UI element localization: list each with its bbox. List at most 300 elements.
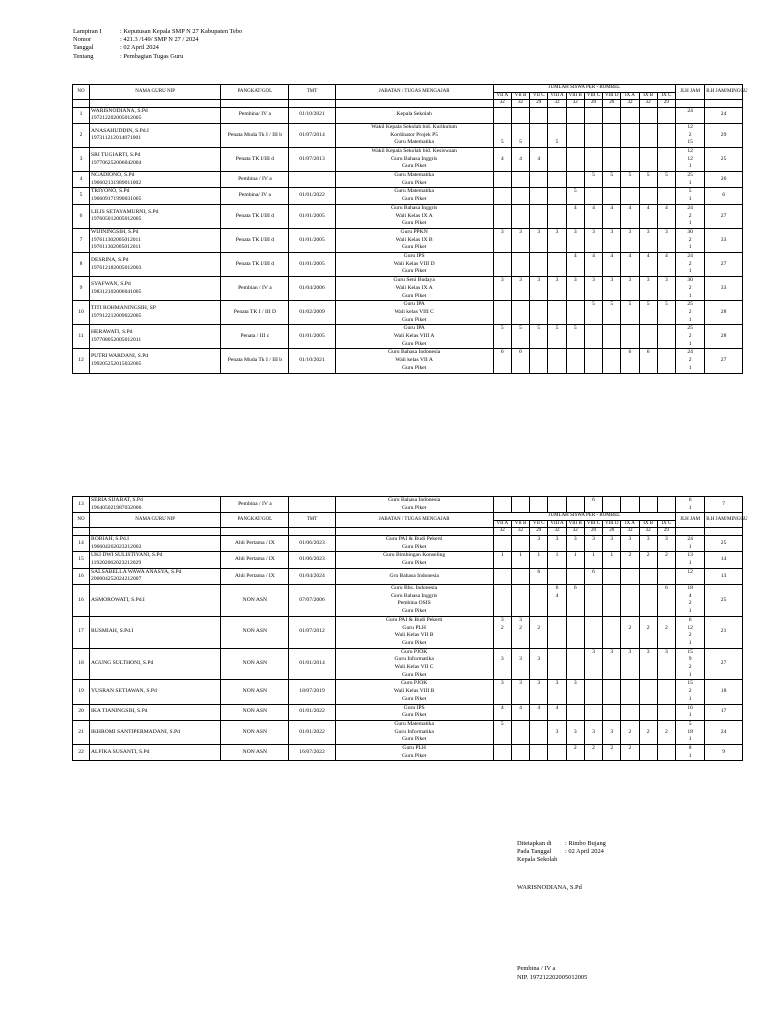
hours-value [513, 600, 528, 608]
class-hours-cell [566, 616, 584, 648]
hours-value [659, 632, 674, 640]
hours-value: 4 [555, 704, 559, 711]
hours-value [586, 721, 601, 729]
signer-rank: Pembina / IV a [517, 965, 556, 972]
class-hours-cell [548, 123, 566, 147]
hours-value [622, 285, 637, 293]
hours-value [622, 220, 637, 228]
class-hours-cell [511, 123, 529, 147]
class-hours-cell [511, 497, 529, 513]
hours-value [586, 640, 601, 648]
hours-value [586, 325, 601, 333]
student-count: 29 [530, 528, 548, 536]
class-hours-cell [566, 552, 584, 568]
teacher-name: SRI TUGIARTI, S.Pd [91, 151, 141, 158]
hours-value [531, 357, 546, 365]
hours-value [586, 309, 601, 317]
hours-value [568, 672, 583, 680]
hours-value [659, 705, 674, 713]
hours-value [549, 617, 564, 625]
hours-value [641, 357, 656, 365]
total-hours [676, 253, 705, 277]
total-hours-value: 30 [687, 228, 693, 235]
class-hours-cell [493, 188, 511, 204]
hours-value [531, 688, 546, 696]
hours-value [531, 268, 546, 276]
hours-value [568, 365, 583, 373]
total-hours-value: 2 [688, 260, 692, 267]
hours-value [531, 672, 546, 680]
teacher-row [73, 325, 743, 349]
hours-value [659, 268, 674, 276]
total-hours-value: 1 [688, 340, 692, 347]
hours-value [622, 632, 637, 640]
hours-value: 4 [610, 204, 614, 211]
hours-value [659, 309, 674, 317]
hours-value: 5 [610, 301, 614, 308]
class-hours-cell [548, 349, 566, 373]
duty-line: Guru Piket [401, 364, 427, 371]
class-hours-cell [530, 616, 548, 648]
blank-cell [221, 528, 289, 536]
class-hours-cell [493, 616, 511, 648]
hours-value [513, 301, 528, 309]
hours-value [604, 180, 619, 188]
hours-value [531, 365, 546, 373]
class-hours-cell [639, 301, 657, 325]
hours-value [568, 132, 583, 140]
total-hours-value: 16 [687, 704, 693, 711]
total-hours-value: 25 [687, 325, 693, 332]
class-hours-cell [493, 704, 511, 720]
hours-value: 3 [665, 277, 668, 284]
hours-value [549, 196, 564, 204]
hours-value [513, 745, 528, 753]
hours-value [641, 712, 656, 720]
hours-value [641, 696, 656, 704]
total-hours-value: 1 [688, 752, 692, 759]
col-class: VIII D [603, 520, 621, 528]
hours-value [604, 325, 619, 333]
hours-value: 3 [537, 228, 541, 235]
hours-value [659, 196, 674, 204]
teacher-nip: 197708052005012011 [91, 336, 142, 343]
hours-value [586, 736, 601, 744]
weekly-hours: 28 [705, 301, 743, 325]
class-hours-cell [511, 349, 529, 373]
hours-value [659, 124, 674, 132]
teacher-nip: 196604262023212002 [91, 543, 142, 550]
hours-value [568, 244, 583, 252]
col-class: VII C [530, 520, 548, 528]
hours-value [549, 560, 564, 568]
hours-value [604, 593, 619, 601]
class-hours-cell [493, 535, 511, 551]
hours-value [659, 365, 674, 373]
teacher-rank: Pembian / IV a [221, 277, 289, 301]
hours-value [586, 585, 601, 593]
hours-value [641, 593, 656, 601]
hours-value [586, 680, 601, 688]
teacher-name: ASMOROWATI, S.Pd.I [91, 596, 145, 603]
blank-cell [705, 100, 743, 108]
hours-value [495, 301, 510, 309]
hours-value [513, 736, 528, 744]
hours-value [531, 163, 546, 171]
class-hours-cell [493, 147, 511, 171]
class-hours-cell [657, 568, 675, 584]
total-hours [676, 277, 705, 301]
hours-value: 2 [628, 552, 632, 559]
hours-value: 4 [628, 204, 632, 211]
hours-value [622, 688, 637, 696]
class-hours-cell [639, 568, 657, 584]
hours-value [622, 721, 637, 729]
total-hours-value: 2 [688, 688, 692, 695]
col-class: VII B [511, 520, 529, 528]
hours-value [622, 656, 637, 664]
hours-value: 4 [537, 155, 541, 162]
hours-value [495, 505, 510, 513]
hours-value [604, 617, 619, 625]
hours-value [495, 745, 510, 753]
teacher-duties [335, 277, 493, 301]
duty-line: Guru Piket [401, 504, 427, 511]
hours-value [513, 672, 528, 680]
hours-value: 5 [665, 172, 668, 179]
student-count: 32 [493, 528, 511, 536]
hours-value [495, 205, 510, 213]
teacher-row [73, 648, 743, 680]
hours-value [495, 569, 510, 577]
duty-line: Wali kelas VII A [395, 357, 433, 364]
duty-line: Guru Piket [401, 695, 427, 702]
hours-value [641, 156, 656, 164]
class-hours-cell [603, 123, 621, 147]
hours-value [622, 664, 637, 672]
duty-line: Guru Piket [401, 608, 427, 615]
hours-value [586, 664, 601, 672]
hours-value [622, 268, 637, 276]
hours-value [513, 132, 528, 140]
class-hours-cell [511, 552, 529, 568]
teacher-rank: Penata Muda Tk I / III b [221, 349, 289, 373]
class-hours-cell [530, 188, 548, 204]
hours-value: 3 [519, 616, 522, 623]
teacher-tmt: 16/07/2022 [289, 745, 335, 761]
student-count: 32 [621, 528, 639, 536]
weekly-hours: 29 [705, 123, 743, 147]
teacher-tmt: 01/07/2013 [289, 147, 335, 171]
blank-cell [335, 528, 493, 536]
total-hours-value: 1 [688, 712, 692, 719]
class-hours-cell [584, 204, 602, 228]
blank-cell [335, 100, 493, 108]
class-hours-cell [511, 325, 529, 349]
class-hours-cell [657, 277, 675, 301]
total-hours [676, 585, 705, 617]
hours-value [568, 349, 583, 357]
hours-value [513, 268, 528, 276]
hours-value: 3 [537, 535, 541, 542]
hours-value [604, 753, 619, 761]
hours-value [586, 293, 601, 301]
hours-value [513, 649, 528, 657]
teacher-rank: Pembina/ IV a [221, 107, 289, 123]
class-hours-cell [657, 535, 675, 551]
hours-value [641, 736, 656, 744]
hours-value [586, 349, 601, 357]
class-hours-cell [493, 648, 511, 680]
hours-value [495, 672, 510, 680]
hours-value [531, 253, 546, 261]
hours-value [495, 608, 510, 616]
hours-value [659, 656, 674, 664]
hours-value [641, 745, 656, 753]
teacher-name-nip [90, 147, 221, 171]
hours-value [659, 188, 674, 196]
hours-value: 4 [500, 704, 504, 711]
class-hours-cell [657, 172, 675, 188]
teacher-duty-table-page1 [72, 84, 748, 374]
hours-value [513, 317, 528, 325]
hours-value [604, 349, 619, 357]
class-hours-cell [548, 720, 566, 744]
hours-value: 5 [628, 301, 632, 308]
hours-value [531, 124, 546, 132]
hours-value [531, 108, 546, 116]
hours-value: 6 [537, 568, 541, 575]
hours-value [586, 148, 601, 156]
hours-value [641, 664, 656, 672]
hours-value [549, 656, 564, 664]
teacher-duties [335, 680, 493, 704]
class-hours-cell [603, 188, 621, 204]
total-hours-value: 12 [687, 155, 693, 162]
hours-value [641, 632, 656, 640]
class-hours-cell [548, 228, 566, 252]
hours-value: 4 [592, 253, 595, 260]
hours-value [622, 309, 637, 317]
teacher-row [73, 277, 743, 301]
hours-value [531, 139, 546, 147]
teacher-duties [335, 349, 493, 373]
class-hours-cell [511, 253, 529, 277]
class-hours-cell [603, 147, 621, 171]
hours-value [568, 600, 583, 608]
class-hours-cell [493, 301, 511, 325]
class-hours-cell [566, 648, 584, 680]
teacher-name: WARISNODIANA, S.Pd [91, 107, 148, 114]
class-hours-cell [511, 301, 529, 325]
hours-value: 4 [555, 592, 559, 599]
hours-value [586, 357, 601, 365]
hours-value [641, 600, 656, 608]
hours-value [604, 148, 619, 156]
class-hours-cell [621, 704, 639, 720]
hours-value [604, 309, 619, 317]
hours-value [549, 341, 564, 349]
total-hours-value: 9 [688, 656, 692, 663]
hours-value [586, 365, 601, 373]
duty-line: Wali Kelas IX A [395, 212, 433, 219]
duty-line: Guru IPA [403, 325, 425, 332]
total-hours [676, 648, 705, 680]
header-row [73, 44, 242, 52]
duty-line: Wali Kelas IX A [395, 284, 433, 291]
class-hours-cell [566, 535, 584, 551]
teacher-duties [335, 228, 493, 252]
hours-value [495, 108, 510, 116]
col-bh-jam: B.H JAM/MINGGU [705, 85, 743, 100]
hours-value [604, 625, 619, 633]
weekly-hours: 33 [705, 228, 743, 252]
hours-value [568, 301, 583, 309]
duty-line: Guru IPS [403, 704, 425, 711]
teacher-tmt: 18/07/2019 [289, 680, 335, 704]
duty-line: Guru PAI & Budi Pekerti [385, 616, 443, 623]
hours-value: 5 [646, 301, 650, 308]
teacher-tmt: 01/01/2014 [289, 648, 335, 680]
teacher-tmt [289, 497, 335, 513]
col-jlh-jam: JLH JAM [676, 85, 705, 100]
hours-value [568, 617, 583, 625]
total-hours [676, 552, 705, 568]
hours-value [531, 505, 546, 513]
total-hours-value: 1 [688, 364, 692, 371]
hours-value [641, 285, 656, 293]
teacher-tmt: 01/10/2021 [289, 107, 335, 123]
class-hours-cell [566, 585, 584, 617]
class-hours-cell [530, 704, 548, 720]
hours-value [622, 244, 637, 252]
teacher-name-nip [90, 648, 221, 680]
teacher-name: RUSMIAH, S.Pd.I [91, 628, 134, 635]
class-hours-cell [621, 107, 639, 123]
hours-value: 5 [573, 188, 577, 195]
hours-value [568, 505, 583, 513]
hours-value: 1 [573, 552, 577, 559]
weekly-hours: 25 [705, 535, 743, 551]
teacher-tmt: 01/07/2014 [289, 123, 335, 147]
duty-line: Guru Bimbingan Konseling [383, 552, 446, 559]
teacher-nip: 119202062023212029 [91, 559, 142, 566]
student-count: 32 [621, 100, 639, 108]
hours-value: 5 [592, 301, 595, 308]
blank-cell [90, 528, 221, 536]
blank-cell [90, 100, 221, 108]
hours-value [622, 617, 637, 625]
header-value: : Pembagian Tugas Guru [120, 52, 184, 60]
signer-nip: NIP. 197212202005012005 [517, 974, 588, 981]
hours-value [513, 180, 528, 188]
student-count: 20 [584, 100, 602, 108]
duty-line: Guru Bahasa Inggris [391, 155, 438, 162]
hours-value [568, 664, 583, 672]
hours-value [586, 163, 601, 171]
class-hours-cell [548, 616, 566, 648]
teacher-no: 3 [73, 147, 90, 171]
weekly-hours: 18 [705, 680, 743, 704]
class-hours-cell [566, 172, 584, 188]
weekly-hours: 27 [705, 204, 743, 228]
class-hours-cell [584, 680, 602, 704]
hours-value [531, 213, 546, 221]
hours-value [641, 163, 656, 171]
class-hours-cell [639, 107, 657, 123]
hours-value [641, 753, 656, 761]
hours-value [549, 333, 564, 341]
teacher-name-nip [90, 107, 221, 123]
hours-value [513, 608, 528, 616]
class-hours-cell [511, 172, 529, 188]
class-hours-cell [584, 497, 602, 513]
hours-value [641, 220, 656, 228]
teacher-no: 16 [73, 585, 90, 617]
hours-value [641, 680, 656, 688]
class-hours-cell [603, 648, 621, 680]
hours-value: 3 [500, 616, 504, 623]
hours-value [495, 237, 510, 245]
class-hours-cell [584, 349, 602, 373]
total-hours-value: 13 [687, 552, 693, 559]
total-hours [676, 535, 705, 551]
teacher-duties [335, 147, 493, 171]
hours-value [622, 505, 637, 513]
hours-value [586, 625, 601, 633]
duty-line: Wakil Kepala Sekolah bid. Kurikulum [371, 123, 458, 130]
class-hours-cell [639, 172, 657, 188]
hours-value [531, 600, 546, 608]
teacher-rank: NON ASN [221, 680, 289, 704]
students-count-row [73, 100, 743, 108]
hours-value [568, 148, 583, 156]
hours-value [531, 729, 546, 737]
hours-value [659, 317, 674, 325]
student-count: 20 [603, 528, 621, 536]
class-hours-cell [530, 349, 548, 373]
hours-value [568, 139, 583, 147]
class-hours-cell [584, 552, 602, 568]
teacher-no: 9 [73, 277, 90, 301]
hours-value [641, 333, 656, 341]
hours-value: 6 [592, 568, 595, 575]
teacher-rank: Penata TK I/III d [221, 228, 289, 252]
hours-value: 3 [500, 656, 504, 663]
hours-value [549, 253, 564, 261]
hours-value [641, 309, 656, 317]
student-count: 32 [566, 528, 584, 536]
hours-value [604, 268, 619, 276]
hours-value: 4 [519, 155, 522, 162]
teacher-rank: Penata TK I/III d [221, 253, 289, 277]
teacher-nip: 197212202005012005 [91, 115, 142, 122]
teacher-row [73, 188, 743, 204]
class-hours-cell [548, 147, 566, 171]
teacher-name-nip [90, 123, 221, 147]
weekly-hours: 6 [705, 188, 743, 204]
hours-value [568, 569, 583, 577]
student-count: 32 [548, 100, 566, 108]
hours-value [659, 333, 674, 341]
class-hours-cell [603, 704, 621, 720]
duty-line: Wakil Kepala Sekolah bid. Kesiswaan [371, 147, 457, 154]
hours-value: 2 [628, 745, 632, 752]
duty-line: Guru Piket [401, 316, 427, 323]
hours-value [604, 293, 619, 301]
hours-value [549, 268, 564, 276]
class-hours-cell [511, 277, 529, 301]
